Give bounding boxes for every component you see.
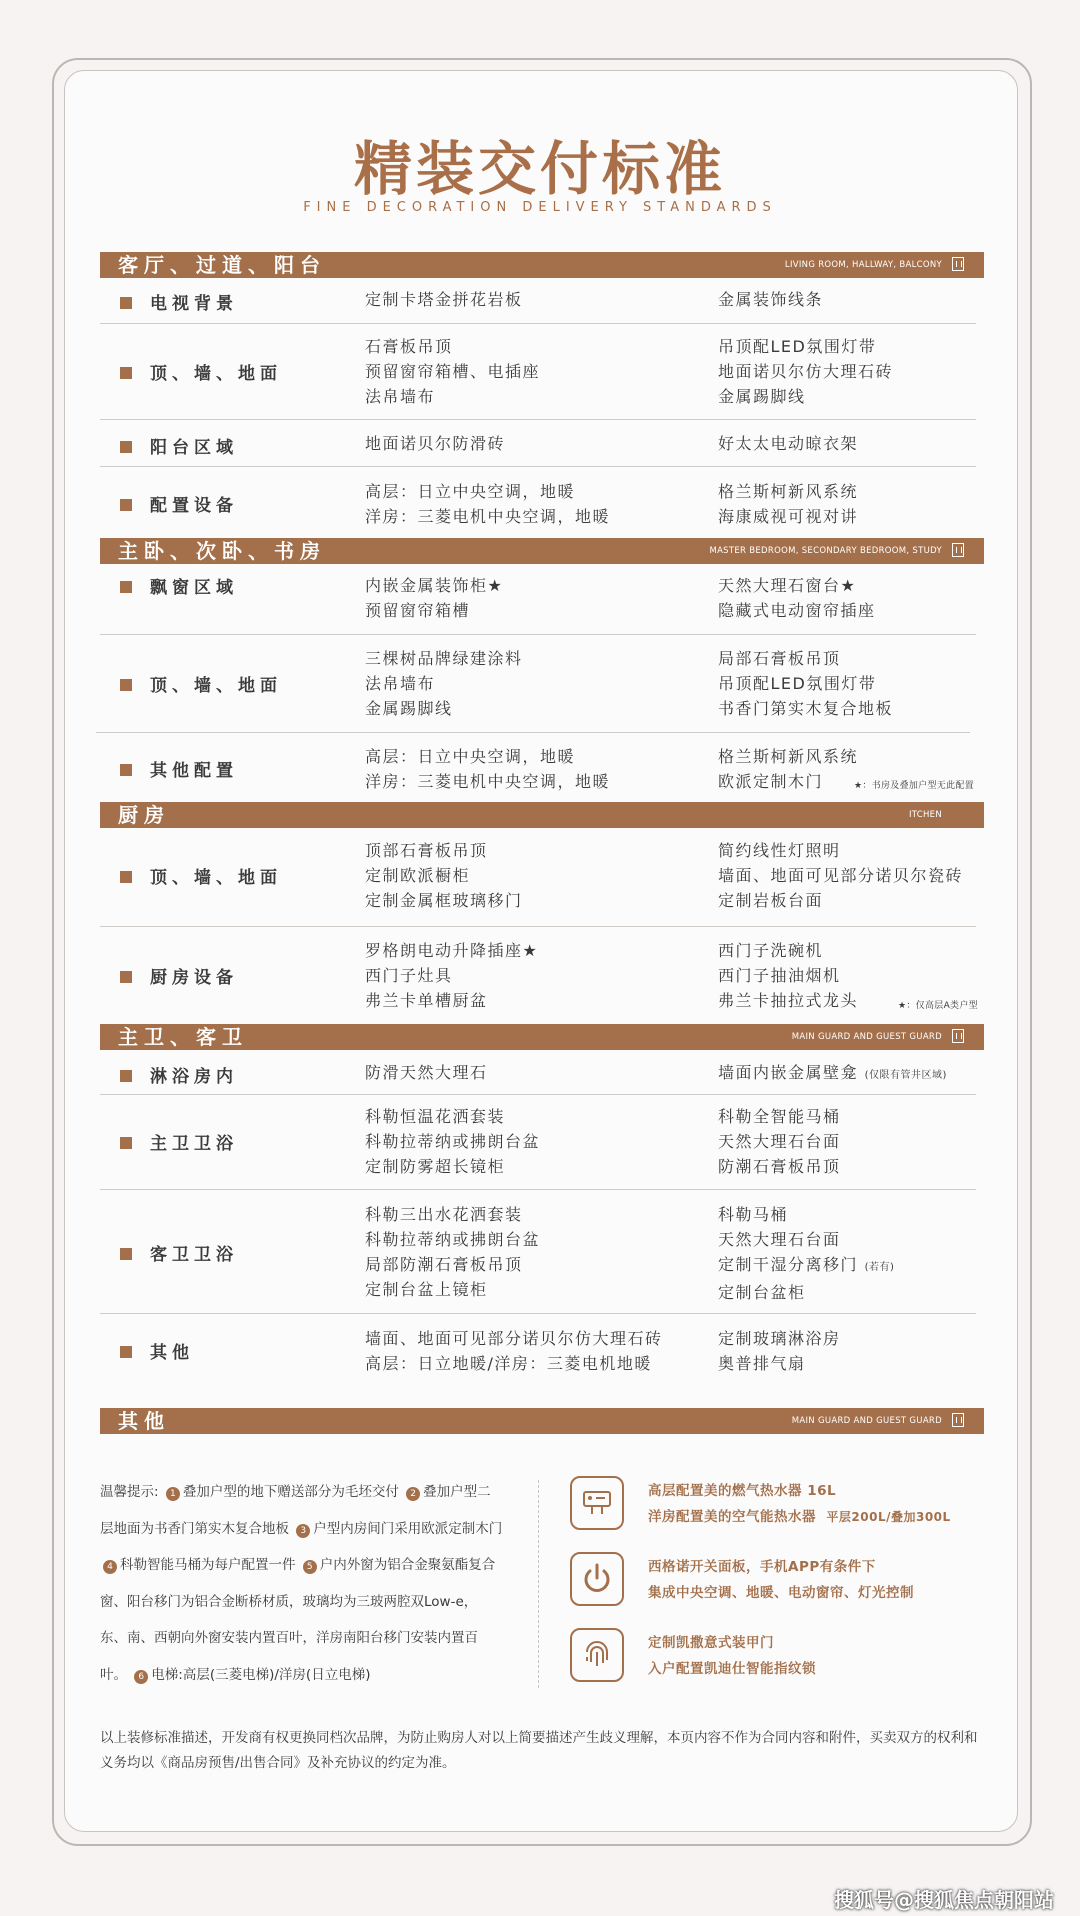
section-bar-other [100,1408,984,1434]
feature-text: 西格诺开关面板，手机APP有条件下 集成中央空调、地暖、电动窗帘、灯光控制 [648,1559,914,1601]
row-divider [100,926,976,927]
number-badge: 3 [296,1524,310,1538]
page-title: 精装交付标准 [353,135,726,203]
water-heater-icon [570,1476,624,1530]
row-divider [100,323,976,324]
section-title: 主卫、客卫 [118,1025,248,1049]
row-col2: 局部石膏板吊顶 吊顶配LED氛围灯带 书香门第实木复合地板 [718,649,894,718]
bullet-icon [120,581,132,593]
row-col2: 科勒全智能马桶 天然大理石台面 防潮石膏板吊顶 [718,1107,841,1176]
row-col1: 墙面、地面可见部分诺贝尔仿大理石砖 高层：日立地暖/洋房：三菱电机地暖 [365,1329,663,1373]
section-title-en: MASTER BEDROOM, SECONDARY BEDROOM, STUDY [709,546,942,556]
bullet-icon [120,1346,132,1358]
section-title-en: MAIN GUARD AND GUEST GUARD [791,1032,942,1042]
number-badge: 6 [134,1670,148,1684]
row-col2: 金属装饰线条 [718,290,824,309]
row-label: 淋浴房内 [120,1062,238,1087]
feature-text: 高层配置美的燃气热水器 16L 洋房配置美的空气能热水器 平层200L/叠加300L [648,1483,951,1525]
section-bar-bedroom [100,538,984,564]
row-divider [100,419,976,420]
number-badge: 4 [103,1560,117,1574]
row-col2: 定制玻璃淋浴房 奥普排气扇 [718,1329,841,1373]
number-badge: 2 [406,1487,420,1501]
bullet-icon [120,1070,132,1082]
section-emblem-icon [952,1029,964,1043]
section-emblem-icon [952,257,964,271]
row-col1: 内嵌金属装饰柜★ 预留窗帘箱槽 [365,576,504,620]
row-divider [100,1094,976,1095]
bullet-icon [120,297,132,309]
row-label: 其他 [120,1338,194,1363]
watermark: 搜狐号@搜狐焦点朝阳站 [834,1888,1054,1912]
row-col2: 科勒马桶 天然大理石台面 定制干湿分离移门 (若有) 定制台盆柜 [718,1205,895,1302]
row-col1: 石膏板吊顶 预留窗帘箱槽、电插座 法帛墙布 [365,337,541,406]
row-label: 阳台区域 [120,433,238,458]
row-col2: 西门子洗碗机 西门子抽油烟机 弗兰卡抽拉式龙头 [718,941,859,1010]
tips-paragraph: 温馨提示: 1 叠加户型的地下赠送部分为毛坯交付 2 叠加户型二层地面为书香门第实木复合地板 3 户型内房间门采用欧派定制木门 4 科勒智能马桶为每户配置一件 5 户内外窗为铝合金聚氨酯复合窗、阳台移门为铝合金断桥材质，玻璃均为三玻两腔双Low-e，东、南、西朝向外窗安装内置百叶，洋房南阳台移门安装内置百叶。 6 电梯:高层(三菱电梯)/洋房(日立电梯) [100,1484,503,1683]
row-col1: 地面诺贝尔防滑砖 [365,434,506,453]
bullet-icon [120,764,132,776]
bullet-icon [120,1137,132,1149]
bullet-icon [120,871,132,883]
power-switch-icon [570,1552,624,1606]
dashed-divider [538,1480,539,1688]
section-title-en: MAIN GUARD AND GUEST GUARD [791,1416,942,1426]
bullet-icon [120,441,132,453]
feature-text: 定制凯撒意式装甲门 入户配置凯迪仕智能指纹锁 [648,1635,816,1677]
bullet-icon [120,499,132,511]
row-col2: 吊顶配LED氛围灯带 地面诺贝尔仿大理石砖 金属踢脚线 [718,337,894,406]
section-title: 主卧、次卧、书房 [118,539,326,563]
row-label: 飘窗区域 [120,573,238,598]
disclaimer-text: 以上装修标准描述，开发商有权更换同档次品牌，为防止购房人对以上简要描述产生歧义理解，本页内容不作为合同内容和附件，买卖双方的权利和义务均以《商品房预售/出售合同》及补充协议的约定为准。 [100,1730,978,1771]
row-col1: 罗格朗电动升降插座★ 西门子灶具 弗兰卡单槽厨盆 [365,941,539,1010]
row-label: 主卫卫浴 [120,1129,238,1154]
row-note: (仅限有管井区域) [864,1070,947,1081]
row-divider [100,1313,976,1314]
row-col1: 高层：日立中央空调，地暖 洋房：三菱电机中央空调，地暖 [365,482,611,526]
section-title-en: ITCHEN [908,810,942,820]
row-col2: 简约线性灯照明 墙面、地面可见部分诺贝尔瓷砖 定制岩板台面 [718,841,964,910]
bullet-icon [120,971,132,983]
row-col1: 高层：日立中央空调，地暖 洋房：三菱电机中央空调，地暖 [365,747,611,791]
row-col1: 防滑天然大理石 [365,1063,488,1082]
row-divider [100,466,976,467]
row-label: 客卫卫浴 [120,1240,238,1265]
row-col2: 格兰斯柯新风系统 海康威视可视对讲 [718,482,859,526]
row-divider [96,732,970,733]
page-subtitle: FINE DECORATION DELIVERY STANDARDS [303,200,777,215]
section-bar-kitchen [100,802,984,828]
row-label: 顶、墙、地面 [120,863,282,888]
row-col2: 天然大理石窗台★ 隐藏式电动窗帘插座 [718,576,876,620]
row-col1: 科勒三出水花洒套装 科勒拉蒂纳或拂朗台盆 局部防潮石膏板吊顶 定制台盆上镜柜 [365,1205,541,1299]
row-col2: 格兰斯柯新风系统 欧派定制木门 [718,747,859,791]
section-title: 厨房 [118,803,170,827]
footnote: ★：仅高层A类户型 [898,1001,978,1011]
row-label: 电视背景 [120,289,238,314]
section-title: 其他 [118,1409,170,1433]
number-badge: 5 [303,1560,317,1574]
section-bar-bath [100,1024,984,1050]
section-bar-living [100,252,984,278]
section-emblem-icon [952,1413,964,1427]
bullet-icon [120,367,132,379]
row-col2: 好太太电动晾衣架 [718,434,859,453]
row-label: 顶、墙、地面 [120,359,282,384]
row-col2: 墙面内嵌金属壁龛 (仅限有管井区域) [718,1063,947,1082]
row-label: 配置设备 [120,491,238,516]
row-col1: 三棵树品牌绿建涂料 法帛墙布 金属踢脚线 [365,649,523,718]
row-col1: 定制卡塔金拼花岩板 [365,290,523,309]
row-col1: 顶部石膏板吊顶 定制欧派橱柜 定制金属框玻璃移门 [365,841,523,910]
section-title-en: LIVING ROOM, HALLWAY, BALCONY [784,260,942,270]
row-divider [100,634,976,635]
bullet-icon [120,1248,132,1260]
row-label: 厨房设备 [120,963,238,988]
row-note: (若有) [864,1262,895,1273]
number-badge: 1 [166,1487,180,1501]
fingerprint-icon [570,1628,624,1682]
section-emblem-icon [952,543,964,557]
bullet-icon [120,679,132,691]
section-title: 客厅、过道、阳台 [118,253,326,277]
row-divider [100,1189,976,1190]
row-label: 其他配置 [120,756,238,781]
row-label: 顶、墙、地面 [120,671,282,696]
row-col1: 科勒恒温花洒套装 科勒拉蒂纳或拂朗台盆 定制防雾超长镜柜 [365,1107,541,1176]
footnote: ★：书房及叠加户型无此配置 [854,781,974,791]
